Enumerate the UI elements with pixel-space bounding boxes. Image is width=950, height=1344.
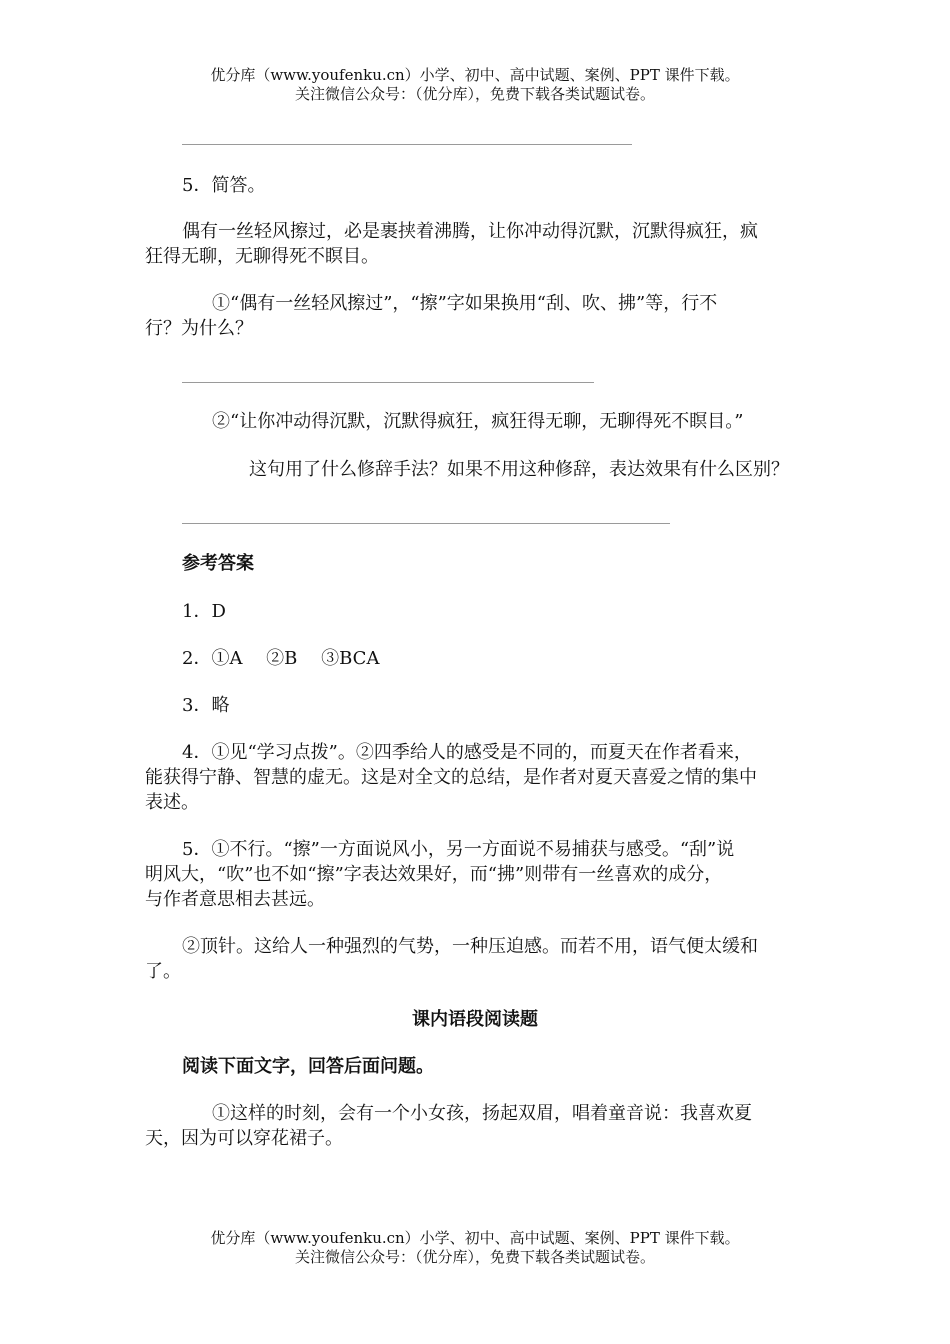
page-header-line-2: 关注微信公众号：（优分库），免费下载各类试题试卷。 bbox=[294, 85, 655, 103]
answer-5-line-2: 明风大，“吹”也不如“擦”字表达效果好，而“拂”则带有一丝喜欢的成分， bbox=[145, 864, 723, 885]
q5-passage-line-1: 偶有一丝轻风擦过，必是裹挟着沸腾，让你冲动得沉默，沉默得疯狂，疯 bbox=[182, 221, 758, 242]
answer-5-line-3: 与作者意思相去甚远。 bbox=[145, 889, 325, 910]
answer-2: 2．①A ②B ③BCA bbox=[182, 648, 380, 669]
question-5-title: 5．简答。 bbox=[182, 175, 266, 196]
q5-sub2-question: 这句用了什么修辞手法？如果不用这种修辞，表达效果有什么区别？ bbox=[249, 459, 789, 480]
page-footer-line-1: 优分库（www.youfenku.cn）小学、初中、高中试题、案例、PPT 课件下载。 bbox=[210, 1229, 740, 1247]
reading-instruction: 阅读下面文字，回答后面问题。 bbox=[182, 1056, 434, 1077]
page-footer-line-2: 关注微信公众号：（优分库），免费下载各类试题试卷。 bbox=[294, 1248, 655, 1266]
answer-1: 1．D bbox=[182, 601, 226, 622]
reading-para-1-line-2: 天，因为可以穿花裙子。 bbox=[145, 1128, 343, 1149]
answer-5-line-1: 5．①不行。“擦”一方面说风小，另一方面说不易捕获与感受。“刮”说 bbox=[182, 839, 735, 860]
answer-4-line-3: 表述。 bbox=[145, 792, 199, 813]
reading-section-title: 课内语段阅读题 bbox=[412, 1009, 538, 1030]
page-header-line-1: 优分库（www.youfenku.cn）小学、初中、高中试题、案例、PPT 课件下载。 bbox=[210, 66, 740, 84]
answers-heading: 参考答案 bbox=[182, 553, 254, 574]
answer-3: 3．略 bbox=[182, 695, 230, 716]
answer-line bbox=[182, 523, 670, 524]
answer-4-line-1: 4．①见“学习点拨”。②四季给人的感受是不同的，而夏天在作者看来， bbox=[182, 742, 752, 763]
answer-line bbox=[182, 144, 632, 145]
answer-5b-line-2: 了。 bbox=[145, 961, 181, 982]
q5-sub1-line-1: ①“偶有一丝轻风擦过”，“擦”字如果换用“刮、吹、拂”等，行不 bbox=[212, 293, 718, 314]
answer-line bbox=[182, 382, 594, 383]
q5-passage-line-2: 狂得无聊，无聊得死不瞑目。 bbox=[145, 246, 379, 267]
answer-5b-line-1: ②顶针。这给人一种强烈的气势，一种压迫感。而若不用，语气便太缓和 bbox=[182, 936, 758, 957]
answer-4-line-2: 能获得宁静、智慧的虚无。这是对全文的总结，是作者对夏天喜爱之情的集中 bbox=[145, 767, 757, 788]
reading-para-1-line-1: ①这样的时刻，会有一个小女孩，扬起双眉，唱着童音说：我喜欢夏 bbox=[212, 1103, 752, 1124]
q5-sub2-quote: ②“让你冲动得沉默，沉默得疯狂，疯狂得无聊，无聊得死不瞑目。” bbox=[212, 411, 744, 432]
q5-sub1-line-2: 行？为什么？ bbox=[145, 318, 253, 339]
